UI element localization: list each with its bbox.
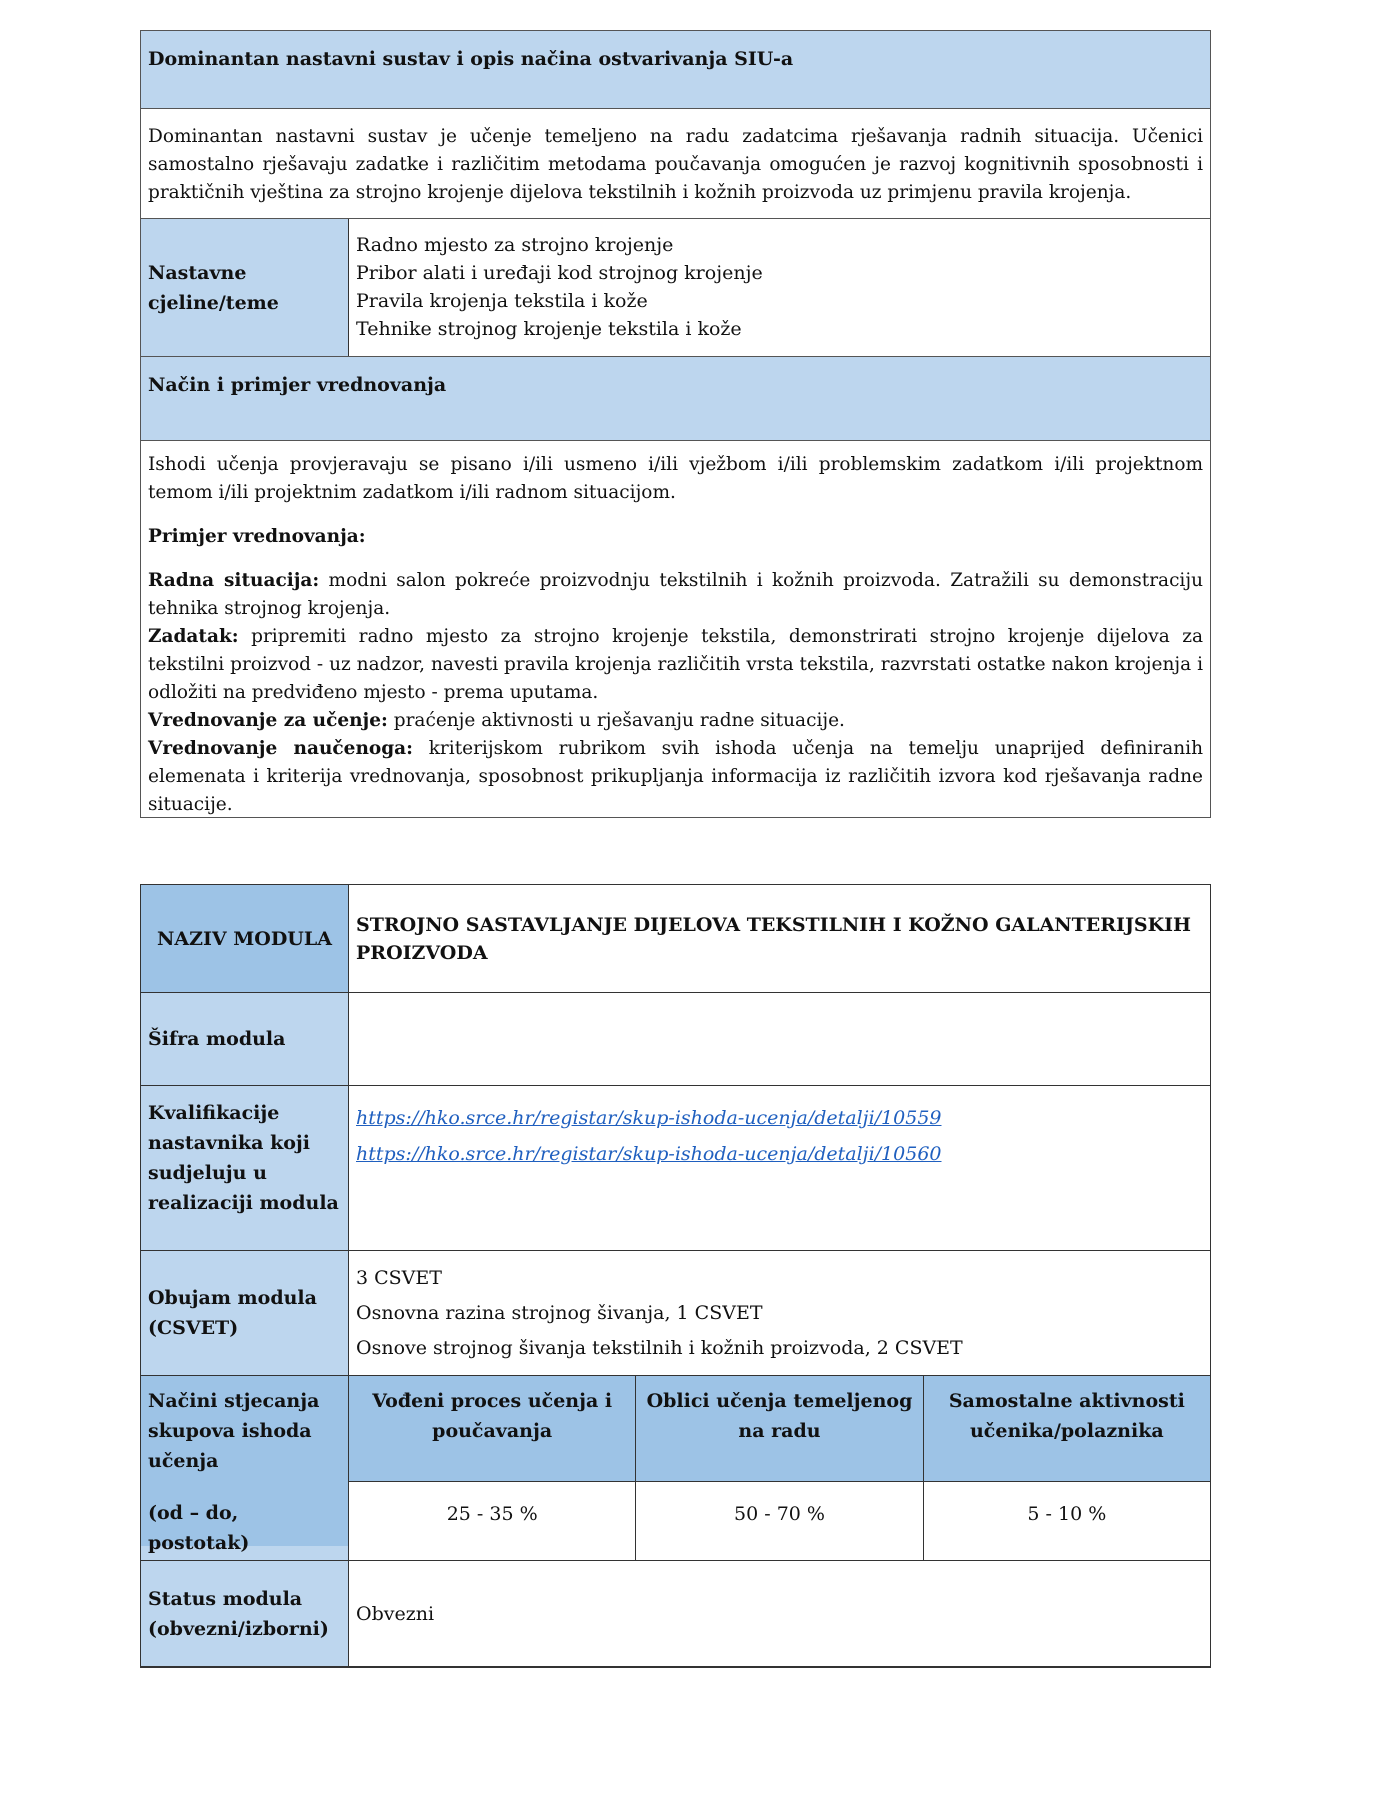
scope-line: 3 CSVET <box>356 1267 442 1289</box>
dominant-system-description: Dominantan nastavni sustav je učenje temeljeno na radu zadatcima rješavanja radnih situacija. Učenici samostalno rješavaju zadatke i različitim metodama poučavanja omogućen je razvoj kognitivnih sposobnosti i praktičnih vještina za strojno krojenje dijelova tekstilnih i kožnih proizvoda uz primjenu pravila krojenja. <box>148 126 1203 203</box>
methods-header-row <box>349 1376 1210 1482</box>
topics-label: Nastavne cjeline/teme <box>141 219 349 356</box>
example-item-task <box>148 623 1203 707</box>
module-code-row <box>141 993 1210 1086</box>
methods-column-header: Vođeni proces učenja i poučavanja <box>349 1376 636 1481</box>
status-row <box>141 1561 1210 1667</box>
example-label: Radna situacija: <box>148 570 320 591</box>
evaluation-header-row <box>141 357 1210 441</box>
dominant-system-header: Dominantan nastavni sustav i opis načina ostvarivanja SIU-a <box>148 48 794 70</box>
evaluation-intro: Ishodi učenja provjeravaju se pisano i/ili usmeno i/ili vježbom i/ili problemskim zadatkom i/ili projektnom temom i/ili projektnim zadatkom i/ili radnom situacijom. <box>148 454 1203 503</box>
scope-row <box>141 1251 1210 1376</box>
qualification-link[interactable]: https://hko.srce.hr/registar/skup-ishoda-ucenja/detalji/10559 <box>356 1107 942 1129</box>
methods-label-cell <box>141 1376 349 1560</box>
methods-value: 25 - 35 % <box>349 1482 636 1560</box>
methods-value-row <box>349 1482 1210 1560</box>
example-text: pripremiti radno mjesto za strojno krojenje tekstila, demonstrirati strojno krojenje dijelova za tekstilni proizvod - uz nadzor, navesti pravila krojenja različitih vrsta tekstila, razvrstati ostatke nakon krojenja i odložiti na predviđeno mjesto - prema uputama. <box>148 626 1203 703</box>
topic-item: Pribor alati i uređaji kod strojnog krojenje <box>356 262 763 284</box>
topics-list <box>349 219 1210 356</box>
qualification-link[interactable]: https://hko.srce.hr/registar/skup-ishoda-ucenja/detalji/10560 <box>356 1143 942 1165</box>
qualifications-label: Kvalifikacije nastavnika koji sudjeluju u realizaciji modula <box>141 1086 349 1250</box>
example-text: modni salon pokreće proizvodnju tekstilnih i kožnih proizvoda. Zatražili su demonstraciju tehnika strojnog krojenja. <box>148 570 1204 619</box>
evaluation-content <box>141 441 1210 817</box>
example-item-formative <box>148 707 1203 735</box>
example-label: Vrednovanje naučenoga: <box>148 738 413 759</box>
dominant-system-description-row <box>141 109 1210 219</box>
scope-line: Osnove strojnog šivanja tekstilnih i kožnih proizvoda, 2 CSVET <box>356 1337 963 1359</box>
topic-item: Radno mjesto za strojno krojenje <box>356 234 674 256</box>
example-label: Zadatak: <box>148 626 239 647</box>
methods-column-header: Samostalne aktivnosti učenika/polaznika <box>948 1390 1185 1442</box>
example-label: Vrednovanje za učenje: <box>148 710 388 731</box>
evaluation-header: Način i primjer vrednovanja <box>148 374 447 396</box>
scope-line: Osnovna razina strojnog šivanja, 1 CSVET <box>356 1302 763 1324</box>
module-code-value <box>349 993 1210 1085</box>
module-name-label: NAZIV MODULA <box>141 885 349 992</box>
example-title: Primjer vrednovanja: <box>148 526 366 547</box>
status-value: Obvezni <box>356 1602 435 1625</box>
example-item-work-situation <box>148 567 1203 623</box>
methods-label: Načini stjecanja skupova ishoda učenja <box>148 1390 320 1472</box>
evaluation-content-row <box>141 441 1210 817</box>
methods-grid <box>349 1376 1210 1560</box>
dominant-system-header-row <box>141 31 1210 109</box>
qualifications-links <box>349 1086 1210 1250</box>
siu-description-table <box>140 30 1211 818</box>
qualifications-row <box>141 1086 1210 1251</box>
example-text: kriterijskom rubrikom svih ishoda učenja na temelju unaprijed definiranih elemenata i kriterija vrednovanja, sposobnost prikupljanja informacija iz različitih izvora kod rješavanja radne situacije. <box>148 738 1203 815</box>
example-text: praćenje aktivnosti u rješavanju radne situacije. <box>387 710 845 731</box>
methods-sublabel: (od – do, postotak) <box>148 1502 250 1554</box>
module-code-label: Šifra modula <box>141 993 349 1085</box>
example-item-summative <box>148 735 1203 819</box>
topic-item: Tehnike strojnog krojenje tekstila i kože <box>356 318 742 340</box>
status-label: Status modula (obvezni/izborni) <box>141 1561 349 1666</box>
scope-label: Obujam modula (CSVET) <box>141 1251 349 1375</box>
module-info-table <box>140 884 1211 1668</box>
methods-row <box>141 1376 1210 1561</box>
methods-value: 50 - 70 % <box>636 1482 923 1560</box>
methods-column-header: Oblici učenja temeljenog na radu <box>636 1376 923 1481</box>
topics-row <box>141 219 1210 357</box>
topic-item: Pravila krojenja tekstila i kože <box>356 290 648 312</box>
scope-values <box>349 1251 1210 1375</box>
module-name-value: STROJNO SASTAVLJANJE DIJELOVA TEKSTILNIH I KOŽNO GALANTERIJSKIH PROIZVODA <box>356 914 1192 964</box>
methods-value: 5 - 10 % <box>1027 1503 1107 1525</box>
module-name-row <box>141 885 1210 993</box>
